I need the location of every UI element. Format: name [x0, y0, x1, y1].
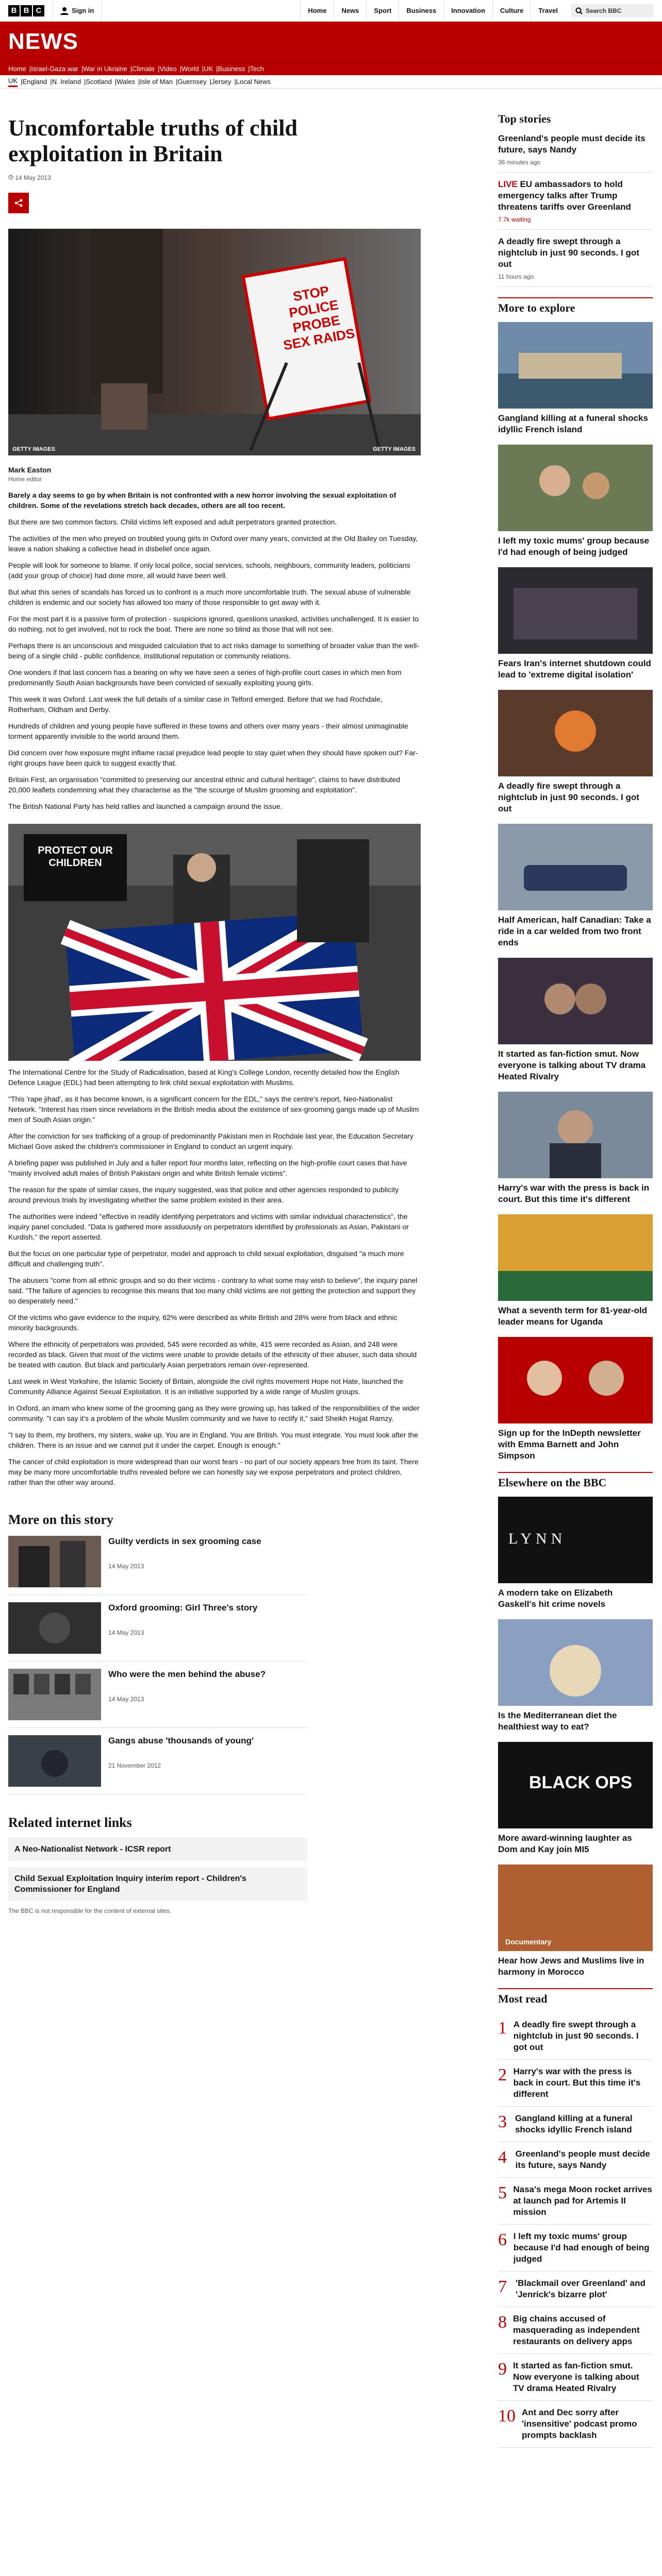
live-badge: LIVE: [498, 179, 518, 189]
article: [8, 89, 472, 2448]
top-story-item[interactable]: A deadly fire swept through a nightclub in just 90 seconds. I got out 11 hours ago: [498, 236, 653, 287]
hero-image: [8, 229, 421, 455]
explore-item[interactable]: Sign up for the InDepth newsletter with Emma Barnett and John Simpson: [498, 1337, 653, 1462]
elsewhere-heading: Elsewhere on the BBC: [498, 1472, 653, 1489]
story-thumbnail: [8, 1602, 101, 1654]
article-paragraph: The abusers "come from all ethnic groups and so do their victims - contrary to what some may wish to believe", the inquiry panel said. "The failure of agencies to recognise this means that too many child victims are not getting the protection and support they so desperately need.": [8, 1276, 418, 1305]
article-paragraph: Of the victims who gave evidence to the inquiry, 62% were described as white British and 28% were from black and ethnic minority backgrounds.: [8, 1313, 398, 1332]
article-headline: Uncomfortable truths of child exploitation in Britain: [8, 115, 297, 166]
section-nav-item[interactable]: Israel-Gaza war: [31, 65, 78, 73]
elsewhere-item[interactable]: BLACK OPS More award-winning laughter as Dom and Kay join MI5: [498, 1742, 653, 1855]
sub-nav-item[interactable]: Isle of Man: [140, 78, 173, 86]
article-paragraph: The cancer of child exploitation is more widespread than our worst fears - no part of our society appears free from its taint. There may be many more uncomfortable truths revealed before we can honestly say we expose perpetrators and protect children, rather than the other way around.: [8, 1458, 419, 1486]
related-link[interactable]: Child Sexual Exploitation Inquiry interim report - Children's Commissioner for England: [8, 1867, 307, 1901]
hero-sign-text: STOP POLICE PROBE SEX RAIDS: [282, 282, 356, 353]
article-paragraph: The authorities were indeed "effective in readily identifying perpetrators and victims with similar individual characteristics", the inquiry panel concluded. "Data is gathered more assiduously on perpetrators identified by professionals as Asian, Pakistani or Kurdish," the report asserted.: [8, 1212, 409, 1241]
rally-banner-text: PROTECT OUR CHILDREN: [38, 845, 113, 869]
explore-item[interactable]: Fears Iran's internet shutdown could lead to 'extreme digital isolation': [498, 567, 653, 681]
sub-nav-item[interactable]: England: [22, 78, 47, 86]
most-read-item[interactable]: 10 Ant and Dec sorry after 'insensitive' podcast promo prompts backlash: [498, 2401, 653, 2448]
article-paragraph: Where the ethnicity of perpetrators was provided, 545 were recorded as white, 415 were recorded as Asian, and 248 were recorded as black. Given that most of the victims were unable to provide details of the ethnicity of their abuser, such data should be treated with caution. But black and particularly Asian perpetrators remain over-represented.: [8, 1340, 417, 1369]
article-paragraph: "This 'rape jihad', as it has become known, is a significant concern for the EDL," says the centre's report, Neo-Nationalist Network. "Interest has risen since revelations in the British media about the existence of sex-grooming gangs made up of Muslim men of South Asian origin.": [8, 1095, 419, 1124]
more-on-story-heading: More on this story: [8, 1512, 113, 1527]
article-paragraph: But the focus on one particular type of perpetrator, model and approach to child sexual exploitation, disguised "a much more difficult and challenging truth".: [8, 1249, 404, 1268]
article-paragraph: The International Centre for the Study of Radicalisation, based at King's College London, recently detailed how the English Defence League (EDL) had been attempting to link child sexual exploitation with Muslims.: [8, 1068, 400, 1087]
sign-in-button[interactable]: Sign in: [53, 0, 102, 22]
article-paragraph: Britain First, an organisation "committed to preserving our ancestral ethnic and cultural heritage", claims to have distributed 20,000 leaflets condemning what they characterise as the "the scourge of Muslim grooming and exploitation".: [8, 775, 401, 794]
search-icon: [575, 7, 583, 14]
explore-item[interactable]: What a seventh term for 81-year-old leader means for Uganda: [498, 1214, 653, 1328]
share-button[interactable]: [8, 193, 29, 213]
article-paragraph: For the most part it is a passive form of protection - suspicions ignored, questions unasked, activities unchallenged. It is easier to do nothing, not to get involved, not to rock the boat. There are none so blind as those that will not see.: [8, 615, 419, 633]
top-nav: [102, 0, 565, 22]
top-nav-sport[interactable]: Sport: [366, 0, 399, 22]
article-paragraph: Did concern over how exposure might inflame racial prejudice lead people to stay quiet when they should have spoken out? Far-right groups have been quick to suggest exactly that.: [8, 749, 418, 767]
most-read-item[interactable]: 6 I left my toxic mums' group because I'd had enough of being judged: [498, 2225, 653, 2272]
news-banner: [0, 22, 662, 62]
story-thumbnail: [8, 1536, 101, 1587]
section-nav-item[interactable]: Video: [159, 65, 177, 73]
protest-sign-photo: [8, 229, 421, 455]
elsewhere-item[interactable]: Documentary Hear how Jews and Muslims live in harmony in Morocco: [498, 1865, 653, 1978]
related-links-heading: Related internet links: [8, 1815, 132, 1830]
story-thumbnail: [8, 1735, 101, 1787]
story-card[interactable]: Gangs abuse 'thousands of young' 21 November 2012: [8, 1735, 307, 1794]
user-icon: [60, 7, 69, 15]
explore-item[interactable]: It started as fan-fiction smut. Now everyone is talking about TV drama Heated Rivalry: [498, 958, 653, 1082]
explore-item[interactable]: A deadly fire swept through a nightclub in just 90 seconds. I got out: [498, 690, 653, 815]
article-paragraph: But what this series of scandals has forced us to confront is a much more uncomfortable truth. The sexual abuse of vulnerable children is endemic and our society has allowed too many of those responsible to get away with it.: [8, 588, 411, 606]
most-read-heading: Most read: [498, 1988, 653, 2006]
rally-image: [8, 824, 421, 1061]
elsewhere-item[interactable]: Is the Mediterranean diet the healthiest way to eat?: [498, 1619, 653, 1733]
article-paragraph: Perhaps there is an unconscious and misguided calculation that to act risks damage to something of broader value than the well-being of a single child - public confidence, institutional reputation or community relations.: [8, 641, 419, 660]
article-paragraph: Last week in West Yorkshire, the Islamic Society of Britain, alongside the civil rights movement Hope not Hate, launched the Community Alliance Against Sexual Exploitation. It is an initiative supported by a wide range of Muslim groups.: [8, 1377, 404, 1396]
share-icon: [14, 198, 23, 208]
article-paragraph: After the conviction for sex trafficking of a group of predominantly Pakistani men in Rochdale last year, the Education Secretary Michael Gove asked the children's commissioner in England to conduct an urgent inquiry.: [8, 1132, 413, 1150]
top-nav-travel[interactable]: Travel: [531, 0, 565, 22]
clock-icon: [8, 175, 13, 180]
most-read-item[interactable]: 8 Big chains accused of masquerading as independent restaurants on delivery apps: [498, 2307, 653, 2354]
story-thumbnail: [8, 1669, 101, 1720]
most-read-item[interactable]: 1 A deadly fire swept through a nightclub in just 90 seconds. I got out: [498, 2013, 653, 2060]
sub-nav-item[interactable]: Local News: [236, 78, 271, 86]
article-paragraph: The activities of the men who preyed on troubled young girls in Oxford over many years, convicted at the Old Bailey on Tuesday, leave a nation shaking a collective head in disbelief once again.: [8, 534, 418, 553]
sub-nav-item[interactable]: N. Ireland: [52, 78, 81, 86]
author-role: Home editor: [8, 476, 42, 483]
sub-nav-item[interactable]: Scotland: [86, 78, 112, 86]
section-nav-item[interactable]: War in Ukraine: [83, 65, 127, 73]
most-read-item[interactable]: 7 'Blackmail over Greenland' and 'Jenrick's bizarre plot': [498, 2272, 653, 2307]
hero-credit-watermark: GETTY IMAGES: [373, 446, 416, 452]
sub-nav-item[interactable]: Jersey: [211, 78, 231, 86]
more-to-explore-heading: More to explore: [498, 297, 653, 315]
article-paragraph: The British National Party has held rallies and launched a campaign around the issue.: [8, 802, 283, 810]
top-nav-home[interactable]: Home: [300, 0, 334, 22]
story-card[interactable]: Who were the men behind the abuse? 14 May 2013: [8, 1669, 307, 1728]
article-paragraph: This week it was Oxford. Last week the full details of a similar case in Telford emerged. Before that we had Rochdale, Rotherham, Oldham and Derby.: [8, 695, 383, 714]
story-card[interactable]: Oxford grooming: Girl Three's story 14 May 2013: [8, 1602, 307, 1662]
most-read-item[interactable]: 4 Greenland's people must decide its future, says Nandy: [498, 2142, 653, 2178]
article-paragraph: A briefing paper was published in July and a fuller report four months later, reflecting on the high-profile court cases that have "mainly involved adult males of British Pakistani origin and white British female victims".: [8, 1159, 407, 1177]
explore-item[interactable]: Harry's war with the press is back in court. But this time it's different: [498, 1092, 653, 1205]
uk-sub-nav: UK | England | N. Ireland | Scotland | Wales | Isle of Man | Guernsey | Jersey | Local News: [0, 75, 662, 89]
top-stories-heading: Top stories: [498, 112, 551, 125]
article-paragraph: Barely a day seems to go by when Britain is not confronted with a new horror involving the sexual exploitation of children. Some of the revelations stretch back decades, others are all too recent.: [8, 491, 396, 510]
article-date: 14 May 2013: [8, 174, 472, 181]
explore-item[interactable]: Gangland killing at a funeral shocks idyllic French island: [498, 322, 653, 435]
top-nav-innovation[interactable]: Innovation: [443, 0, 492, 22]
search-box[interactable]: Search BBC: [571, 4, 654, 18]
top-nav-business[interactable]: Business: [399, 0, 443, 22]
hero-credit: GETTY IMAGES: [12, 446, 55, 452]
most-read-item[interactable]: 5 Nasa's mega Moon rocket arrives at launch pad for Artemis II mission: [498, 2178, 653, 2225]
news-title[interactable]: NEWS: [8, 29, 78, 54]
article-paragraph: In Oxford, an imam who knew some of the grooming gang as they were growing up, has talked of the responsibilities of the wider community. "I can say it's a problem of the whole Muslim community and we have to rectify it," said Sheikh Hojjat Ramzy.: [8, 1404, 420, 1422]
section-nav-item[interactable]: Business: [218, 65, 245, 73]
sub-nav-item[interactable]: Guernsey: [177, 78, 207, 86]
section-nav: Home | Israel-Gaza war | War in Ukraine | Climate | Video | World | UK | Business | Tech: [0, 62, 662, 75]
top-story-item[interactable]: LIVE EU ambassadors to hold emergency talks after Trump threatens tariffs over Greenland 7.7k waiting: [498, 179, 653, 230]
article-paragraph: One wonders if that last concern has a bearing on why we have seen a series of high-profile court cases in which men from predominantly South Asian backgrounds have been convicted of sexually exploiting young girls.: [8, 668, 402, 687]
top-bar: [0, 0, 662, 22]
section-nav-item[interactable]: Home: [8, 65, 26, 73]
explore-item[interactable]: I left my toxic mums' group because I'd had enough of being judged: [498, 445, 653, 558]
top-story-item[interactable]: Greenland's people must decide its future, says Nandy 36 minutes ago: [498, 133, 653, 173]
most-read-item[interactable]: 9 It started as fan-fiction smut. Now everyone is talking about TV drama Heated Rivalry: [498, 2354, 653, 2401]
sidebar: [498, 89, 653, 2448]
article-paragraph: "I say to them, my brothers, my sisters, wake up. You are in England. You are British. You must integrate. You must look after the children. There is an issue and we cannot put it under the carpet. Enough is enough.": [8, 1431, 418, 1449]
article-paragraph: But there are two common factors. Child victims left exposed and adult perpetrators granted protection.: [8, 518, 337, 526]
bbc-logo[interactable]: B B C: [8, 5, 44, 16]
elsewhere-item[interactable]: LYNN A modern take on Elizabeth Gaskell's hit crime novels: [498, 1497, 653, 1610]
author-name[interactable]: Mark Easton: [8, 466, 52, 474]
sub-nav-item[interactable]: Wales: [117, 78, 135, 86]
article-paragraph: The reason for the spate of similar cases, the inquiry suggested, was that police and other agencies responded to publicity around previous trials by investigating whether the same problem existed in their area.: [8, 1185, 399, 1204]
section-nav-item[interactable]: Climate: [132, 65, 155, 73]
top-nav-news[interactable]: News: [334, 0, 366, 22]
most-read-item[interactable]: 2 Harry's war with the press is back in court. But this time it's different: [498, 2060, 653, 2107]
article-paragraph: Hundreds of children and young people have suffered in these towns and others over many years - their almost unimaginable torment apparently invisible to the world around them.: [8, 722, 408, 740]
section-nav-item[interactable]: UK: [204, 65, 213, 73]
top-nav-culture[interactable]: Culture: [492, 0, 531, 22]
section-nav-item[interactable]: World: [181, 65, 199, 73]
related-link[interactable]: A Neo-Nationalist Network - ICSR report: [8, 1838, 307, 1861]
most-read-item[interactable]: 3 Gangland killing at a funeral shocks idyllic French island: [498, 2107, 653, 2142]
story-card[interactable]: Guilty verdicts in sex grooming case 14 May 2013: [8, 1536, 307, 1595]
sub-nav-item[interactable]: UK: [8, 77, 18, 87]
external-disclaimer: The BBC is not responsible for the content of external sites.: [8, 1907, 172, 1914]
explore-item[interactable]: Half American, half Canadian: Take a ride in a car welded from two front ends: [498, 824, 653, 948]
article-paragraph: People will look for someone to blame. If only local police, social services, schools, neighbours, community leaders, politicians (add your group of choice) had done more, all would have been well.: [8, 561, 410, 580]
section-nav-item[interactable]: Tech: [250, 65, 264, 73]
